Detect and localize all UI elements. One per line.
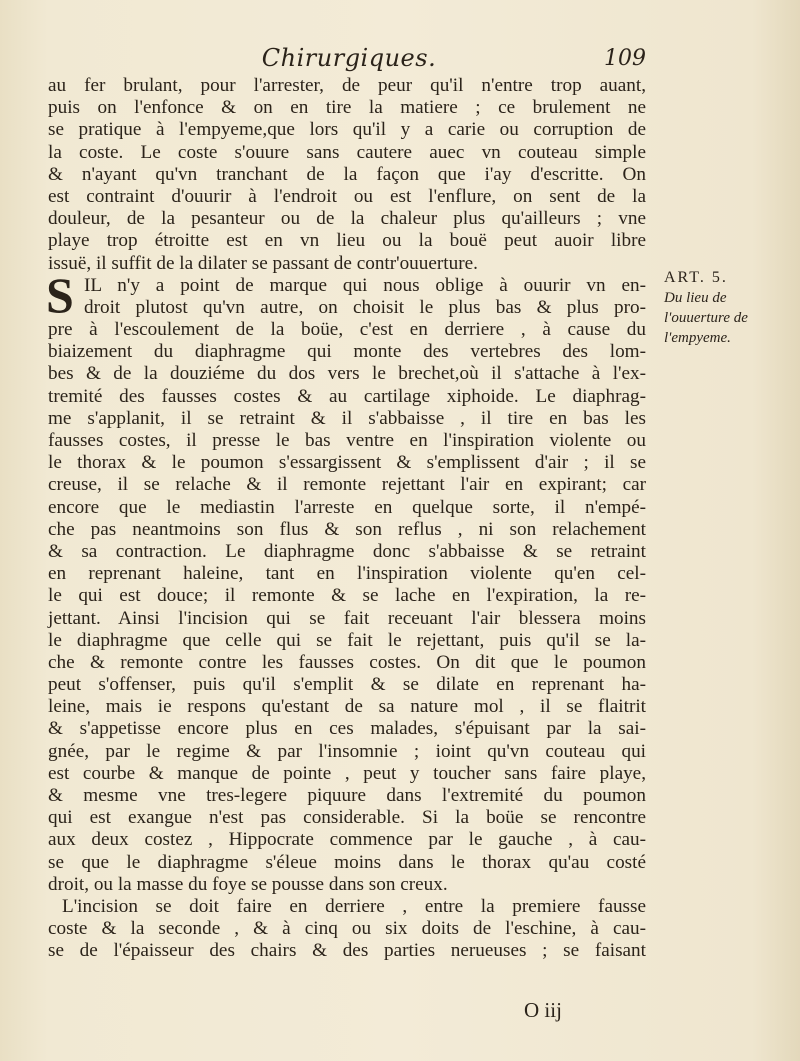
running-title: Chirurgiques. [261,44,437,72]
article-label: ART. 5. [664,269,728,286]
text-line: biaizement du diaphragme qui monte des vertebres des lom- [48,341,646,363]
text-line: se pratique à l'empyeme,que lors qu'il y a carie ou corruption de [48,119,646,141]
text-line: le qui est douce; il remonte & se lache en l'expiration, la re- [48,585,646,607]
signature-mark: O iij [524,998,562,1022]
paragraph-3 [48,896,646,963]
text-line: IL n'y a point de marque qui nous oblige à ouurir vn en- [84,274,646,296]
text-line: & n'ayant qu'vn tranchant de la façon que i'ay d'escritte. On [48,163,646,185]
text-line: gnée, par le regime & par l'insomnie ; ioint qu'vn couteau qui [48,740,646,762]
margin-note-line: l'empyeme. [664,330,731,346]
text-line: le thorax & le poumon s'essargissent & s'emplissent d'air ; il se [48,452,646,474]
text-line: est contraint d'ouurir à l'endroit ou est l'enflure, on sent de la [48,185,646,207]
text-line: aux deux costez , Hippocrate commence par le gauche , à cau- [48,829,646,851]
text-line: au fer brulant, pour l'arrester, de peur qu'il n'entre trop auant, [48,75,646,96]
text-line: qui est exangue n'est pas considerable. Si la boüe se rencontre [48,807,646,829]
text-line: est courbe & manque de pointe , peut y toucher sans faire playe, [48,762,646,784]
text-line: pre à l'escoulement de la boüe, c'est en derriere , à cause du [48,319,646,341]
text-line: creuse, il se relache & il remonte rejettant l'air en expirant; car [48,474,646,496]
text-line: leine, mais ie respons qu'estant de sa nature mol , il se flaitrit [48,696,646,718]
text-line: en reprenant haleine, tant en l'inspiration violente qu'en cel- [48,563,646,585]
page-header [48,40,650,80]
text-line: se que le diaphragme s'éleue moins dans le thorax qu'au costé [48,851,646,873]
text-line: fausses costes, il presse le bas ventre en l'inspiration violente ou [48,430,646,451]
text-line: la coste. Le coste s'ouure sans cautere auec vn couteau simple [48,141,646,163]
drop-capital: S [46,266,74,323]
text-line: douleur, de la pesanteur ou de la chaleur plus qu'ailleurs ; vne [48,208,646,230]
margin-note-line: l'ouuerture de [664,310,748,326]
margin-note-line: Du lieu de [664,290,727,306]
text-body [48,75,646,963]
text-line: & sa contraction. Le diaphragme donc s'abbaisse & se retraint [48,540,646,562]
text-line: & s'appetisse encore plus en ces malades, s'épuisant par la sai- [48,718,646,740]
text-line: L'incision se doit faire en derriere , entre la premiere fausse [62,895,646,917]
text-line: encore que le mediastin l'arreste en quelque sorte, il n'empé- [48,496,646,518]
margin-note [664,268,774,348]
text-line: me s'applanit, il se retraint & il s'abbaisse , il tire en bas les [48,407,646,429]
text-line: droit plutost qu'vn autre, on choisit le plus bas & plus pro- [84,296,646,318]
text-line: che & remonte contre les fausses costes. On dit que le poumon [48,651,646,673]
text-line: tremité des fausses costes & au cartilage xiphoide. Le diaphrag- [48,385,646,407]
text-line: bes & de la douziéme du dos vers le brechet,où il s'attache à l'ex- [48,363,646,385]
paragraph-2 [46,266,646,896]
text-line: peut s'offenser, puis qu'il s'emplit & se dilate en reprenant ha- [48,674,646,696]
text-line: puis on l'enfonce & on en tire la matiere ; ce brulement ne [48,97,646,119]
text-line: coste & la seconde , & à cinq ou six doits de l'eschine, à cau- [48,918,646,940]
text-line: playe trop étroitte est en vn lieu ou la bouë peut auoir libre [48,230,646,252]
text-line: & mesme vne tres-legere piquure dans l'extremité du poumon [48,785,646,806]
text-line: jettant. Ainsi l'incision qui se fait receuant l'air blessera moins [48,607,646,629]
text-line: issuë, il suffit de la dilater se passant de contr'ouuerture. [48,252,478,274]
page-number: 109 [604,46,646,71]
text-line: le diaphragme que celle qui se fait le rejettant, puis qu'il se la- [48,629,646,651]
text-line: se de l'épaisseur des chairs & des parties nerueuses ; se faisant [48,940,646,962]
paragraph-1 [48,75,646,275]
text-line: che pas neantmoins son flus & son reflus , ni son relachement [48,518,646,540]
text-line: droit, ou la masse du foye se pousse dans son creux. [48,873,448,895]
